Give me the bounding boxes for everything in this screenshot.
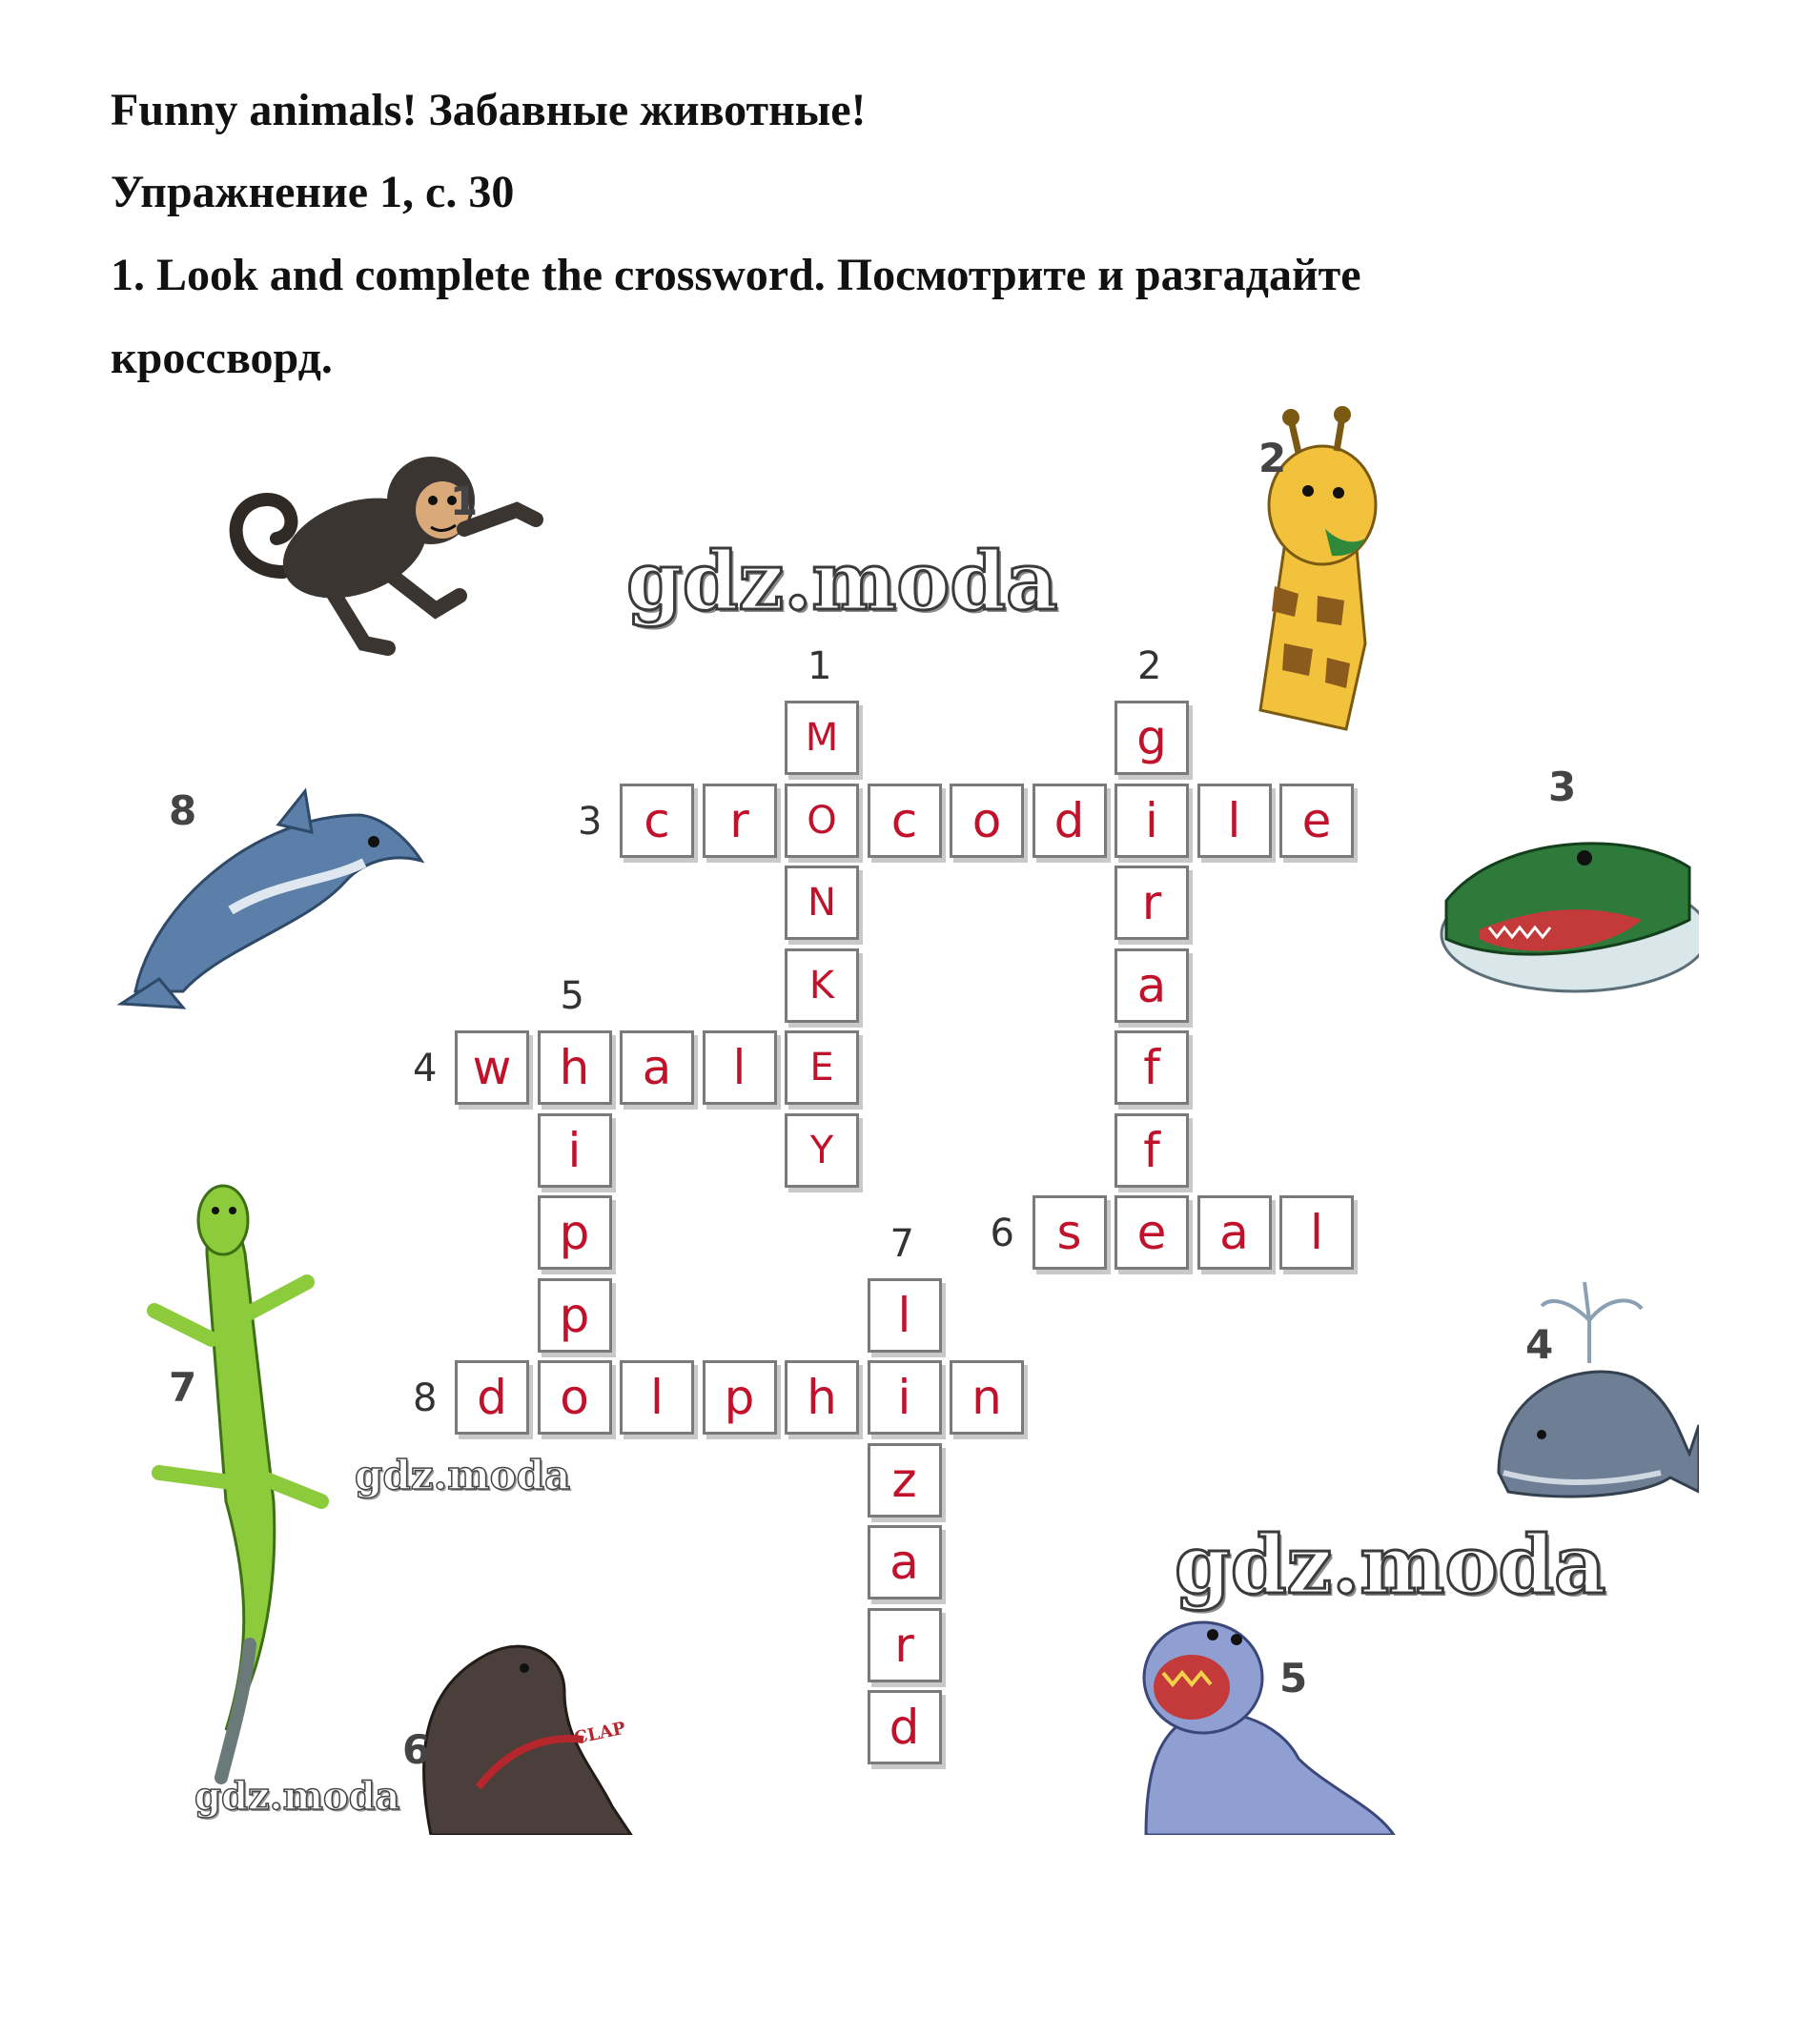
picture-number-4: 4 — [1525, 1321, 1554, 1368]
picture-number-5: 5 — [1279, 1655, 1308, 1701]
crossword-cell: l — [620, 1360, 694, 1435]
monkey-picture — [236, 457, 536, 648]
clue-number-4: 4 — [413, 1047, 438, 1090]
seal-clap-text: CLAP — [572, 1718, 627, 1749]
crossword-cell: e — [1114, 1195, 1189, 1270]
hippo-picture — [1144, 1622, 1394, 1835]
crossword-cell: l — [868, 1278, 942, 1353]
picture-number-6: 6 — [402, 1726, 431, 1773]
watermark-left: gdz.moda — [355, 1452, 571, 1498]
crossword-cell: E — [785, 1030, 859, 1105]
picture-number-8: 8 — [169, 787, 197, 834]
crossword-cell: e — [1279, 784, 1354, 858]
crossword-cell: p — [538, 1195, 612, 1270]
task-instruction: 1. Look and complete the crossword. Посмотрите и разгадайте — [111, 250, 1361, 300]
dolphin-picture — [121, 787, 421, 1008]
clue-number-2: 2 — [1137, 644, 1162, 688]
crossword-cell: d — [455, 1360, 529, 1435]
clue-number-8: 8 — [413, 1376, 438, 1420]
crossword-cell: Y — [785, 1113, 859, 1188]
crossword-cell: l — [1197, 784, 1272, 858]
crossword-cell: n — [950, 1360, 1024, 1435]
watermark-bottom: gdz.moda — [194, 1774, 400, 1819]
clue-number-3: 3 — [578, 799, 603, 844]
crossword-cell: N — [785, 866, 859, 940]
crossword-cell: M — [785, 701, 859, 775]
watermark-top: gdz.moda — [626, 534, 1058, 628]
crossword-cell: r — [703, 784, 777, 858]
crossword-cell: i — [538, 1113, 612, 1188]
crossword-cell: g — [1114, 701, 1189, 775]
whale-picture — [1499, 1282, 1699, 1497]
crossword-cell: d — [1033, 784, 1107, 858]
crossword-cell: f — [1114, 1030, 1189, 1105]
crossword-cell: i — [868, 1360, 942, 1435]
crossword-cell: O — [785, 784, 859, 858]
lizard-picture — [154, 1186, 321, 1778]
clue-number-1: 1 — [808, 644, 832, 688]
crossword-cell: c — [620, 784, 694, 858]
picture-number-2: 2 — [1258, 435, 1287, 481]
watermark-right: gdz.moda — [1175, 1518, 1606, 1612]
crossword-cell: a — [1197, 1195, 1272, 1270]
crossword-illustration — [116, 405, 1699, 1835]
picture-number-3: 3 — [1548, 764, 1577, 810]
crossword-cell: o — [538, 1360, 612, 1435]
crossword-cell: r — [1114, 866, 1189, 940]
crossword-cell: w — [455, 1030, 529, 1105]
crossword-cell: c — [868, 784, 942, 858]
crossword-cell: i — [1114, 784, 1189, 858]
crossword-cell: d — [868, 1690, 942, 1764]
crossword-cell: l — [1279, 1195, 1354, 1270]
clue-number-6: 6 — [990, 1212, 1014, 1255]
page-title: Funny animals! Забавные животные! — [111, 85, 867, 135]
crossword-cell: r — [868, 1608, 942, 1682]
crossword-cell: z — [868, 1443, 942, 1518]
clue-number-5: 5 — [560, 974, 584, 1018]
picture-number-7: 7 — [169, 1364, 197, 1411]
picture-number-1: 1 — [450, 478, 479, 524]
crossword-cell: o — [950, 784, 1024, 858]
crossword-cell: h — [538, 1030, 612, 1105]
crossword-cell: h — [785, 1360, 859, 1435]
exercise-reference: Упражнение 1, с. 30 — [111, 167, 515, 217]
crossword-cell: p — [703, 1360, 777, 1435]
crossword-cell: K — [785, 948, 859, 1023]
clue-number-7: 7 — [890, 1221, 914, 1266]
crocodile-picture — [1442, 844, 1699, 991]
task-instruction-continued: кроссворд. — [111, 333, 333, 383]
crossword-cell: s — [1033, 1195, 1107, 1270]
crossword-cell: a — [1114, 948, 1189, 1023]
crossword-cell: f — [1114, 1113, 1189, 1188]
crossword-cell: l — [703, 1030, 777, 1105]
crossword-cell: a — [620, 1030, 694, 1105]
crossword-cell: a — [868, 1525, 942, 1599]
crossword-cell: p — [538, 1278, 612, 1353]
